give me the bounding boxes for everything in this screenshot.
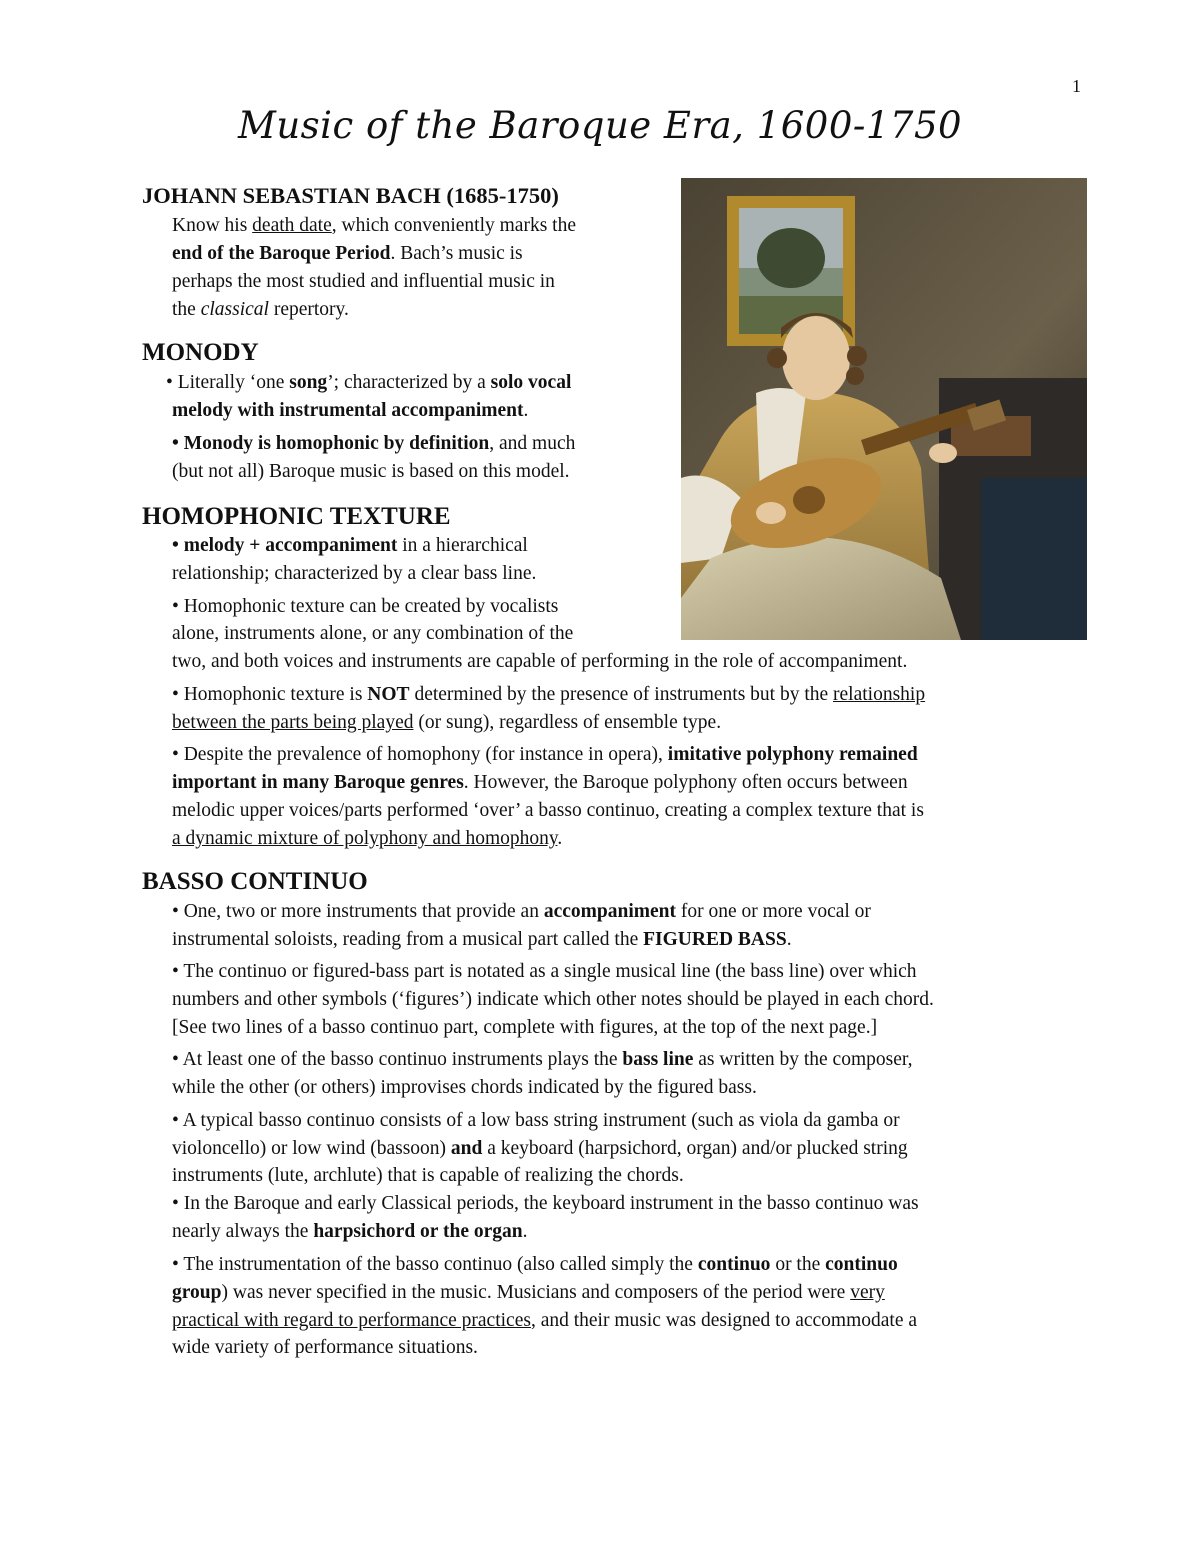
continuo-bullet-4-cont: violoncello) or low wind (bassoon) and a keyboard (harpsichord, organ) and/or plucked string [172,1138,908,1159]
bach-line-3: perhaps the most studied and influential music in [172,271,555,292]
bach-line-1: Know his death date, which conveniently marks the [172,215,576,236]
bach-line-2: end of the Baroque Period. Bach’s music is [172,243,523,264]
continuo-bullet-6-cont2: practical with regard to performance practices, and their music was designed to accommodate a [172,1310,918,1331]
continuo-bullet-2-cont: numbers and other symbols (‘figures’) indicate which other notes should be played in each chord. [172,989,934,1010]
bach-line-4: the classical repertory. [172,299,349,320]
homophonic-bullet-2: • Homophonic texture can be created by vocalists [172,596,559,617]
painting-image [681,178,1087,640]
homophonic-bullet-4-cont3: a dynamic mixture of polyphony and homophony. [172,828,563,849]
monody-heading: MONODY [142,339,259,366]
continuo-bullet-5: • In the Baroque and early Classical periods, the keyboard instrument in the basso continuo was [172,1193,919,1214]
continuo-bullet-6-cont3: wide variety of performance situations. [172,1337,478,1358]
continuo-bullet-1-cont: instrumental soloists, reading from a musical part called the FIGURED BASS. [172,929,792,950]
homophonic-bullet-1-cont: relationship; characterized by a clear bass line. [172,563,537,584]
monody-bullet-2-cont: (but not all) Baroque music is based on this model. [172,461,570,482]
continuo-bullet-4: • A typical basso continuo consists of a low bass string instrument (such as viola da gamba or [172,1110,900,1131]
homophonic-bullet-4-cont: important in many Baroque genres. However, the Baroque polyphony often occurs between [172,772,908,793]
guitar-player-painting [681,178,1087,640]
homophonic-heading: HOMOPHONIC TEXTURE [142,503,451,530]
monody-bullet-1-cont: melody with instrumental accompaniment. [172,400,529,421]
bach-heading: JOHANN SEBASTIAN BACH (1685-1750) [142,183,559,208]
continuo-bullet-3-cont: while the other (or others) improvises chords indicated by the figured bass. [172,1077,757,1098]
monody-bullet-1: • Literally ‘one song’; characterized by a solo vocal [166,372,572,393]
continuo-bullet-1: • One, two or more instruments that provide an accompaniment for one or more vocal or [172,901,871,922]
continuo-bullet-6-cont: group) was never specified in the music. Musicians and composers of the period were very [172,1282,885,1303]
homophonic-bullet-2-cont: alone, instruments alone, or any combination of the [172,623,574,644]
continuo-bullet-3: • At least one of the basso continuo instruments plays the bass line as written by the composer, [172,1049,913,1070]
continuo-bullet-2: • The continuo or figured-bass part is notated as a single musical line (the bass line) over which [172,961,917,982]
page-title: Music of the Baroque Era, 1600-1750 [237,104,963,147]
page-number: 1 [1072,76,1081,96]
homophonic-bullet-1: • melody + accompaniment in a hierarchical [172,535,528,556]
homophonic-bullet-4-cont2: melodic upper voices/parts performed ‘over’ a basso continuo, creating a complex texture that is [172,800,924,821]
continuo-heading: BASSO CONTINUO [142,868,368,895]
continuo-bullet-2-cont2: [See two lines of a basso continuo part, complete with figures, at the top of the next page.] [172,1017,878,1038]
continuo-bullet-6: • The instrumentation of the basso continuo (also called simply the continuo or the continuo [172,1254,898,1275]
homophonic-bullet-2-cont2: two, and both voices and instruments are capable of performing in the role of accompaniment. [172,651,908,672]
monody-bullet-2: • Monody is homophonic by definition, and much [172,433,576,454]
continuo-bullet-5-cont: nearly always the harpsichord or the organ. [172,1221,528,1242]
homophonic-bullet-3-cont: between the parts being played (or sung), regardless of ensemble type. [172,712,722,733]
continuo-bullet-4-cont2: instruments (lute, archlute) that is capable of realizing the chords. [172,1165,684,1186]
homophonic-bullet-3: • Homophonic texture is NOT determined by the presence of instruments but by the relationship [172,684,926,705]
homophonic-bullet-4: • Despite the prevalence of homophony (for instance in opera), imitative polyphony remained [172,744,918,765]
